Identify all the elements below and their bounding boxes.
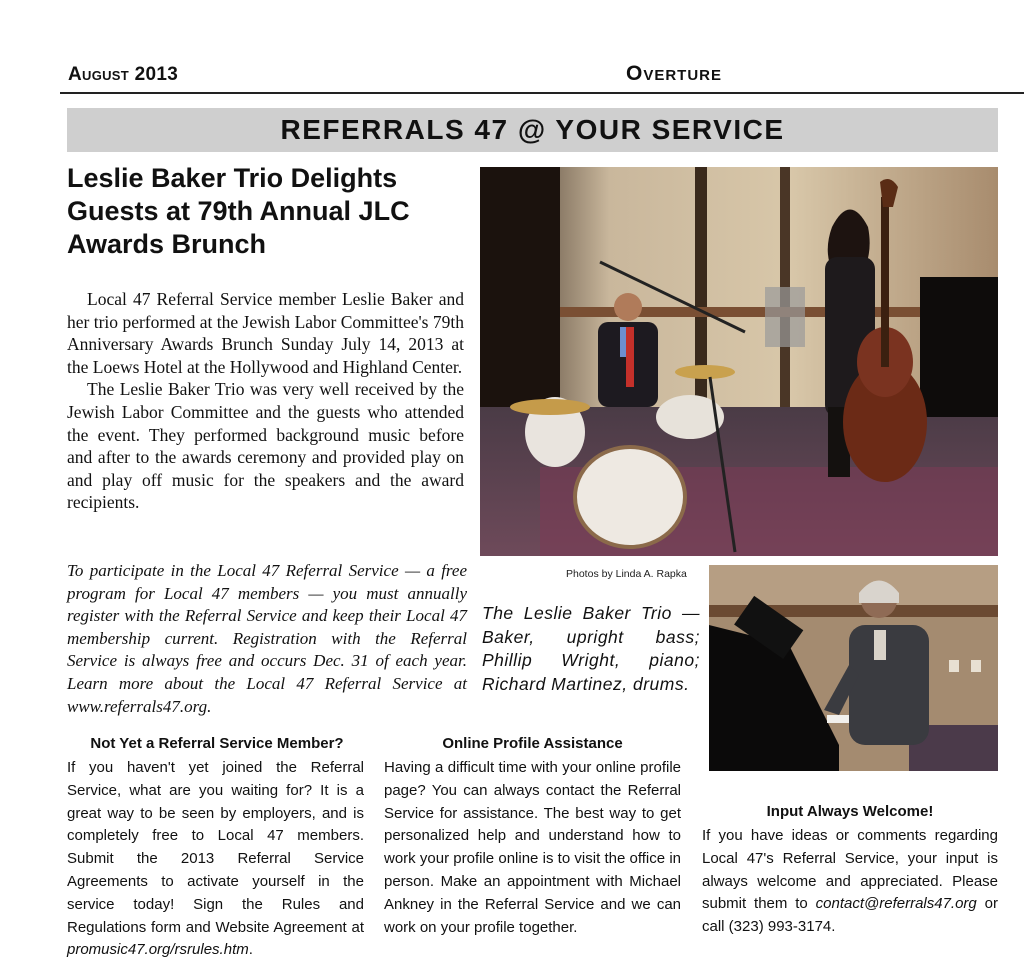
- online-profile-body: Having a difficult time with your online profile page? You can always contact the Referral Service for assistance. The best way to get personalized help and understand how to work your profile online is to visit the office in person. Make an appointment with Michael Ankney in the Referral Service and we can work on your profile together.: [384, 759, 681, 936]
- input-welcome-title: Input Always Welcome!: [766, 803, 934, 820]
- article-paragraph: Local 47 Referral Service member Leslie Baker and her trio performed at the Jewish Labor Committee's 79th Anniversary Awards Brunch Sunday July 14, 2013 at the Loews Hotel at the Hollywood and Highland Center.: [67, 289, 464, 377]
- input-welcome-body: [702, 825, 998, 939]
- not-member-text: If you haven't yet joined the Referral Service, what are you waiting for? It is a great way to be seen by employers, and is completely free to Local 47 members. Submit the 2013 Referral Service Agreements to activate yourself in the service today! Sign the Rules and Regulations form and Website Agreement at: [67, 759, 364, 936]
- input-welcome-end: or call (323) 993-3174.: [702, 895, 998, 936]
- article-paragraph: The Leslie Baker Trio was very well received by the Jewish Labor Committee and the guests who attended the event. They performed background music before and after to the awards ceremony and provided play on and play off music for the speakers and the award recipients.: [67, 379, 464, 513]
- header-rule: [60, 92, 1024, 94]
- not-member-end: .: [248, 941, 253, 959]
- contact-email-link[interactable]: contact@referrals47.org: [815, 895, 977, 913]
- section-banner: [67, 108, 998, 152]
- photo-credit: Photos by Linda A. Rapka: [566, 568, 687, 580]
- issue-date: August 2013: [68, 64, 179, 85]
- article-headline: Leslie Baker Trio Delights Guests at 79th Annual JLC Awards Brunch: [67, 163, 410, 259]
- rules-link[interactable]: promusic47.org/rsrules.htm: [67, 941, 249, 959]
- participation-note: To participate in the Local 47 Referral Service — a free program for Local 47 members — you must annually register with the Referral Service and keep their Local 47 membership current. Registration with the Referral Service is always free and occurs Dec. 31 of each year. Learn more about the Local 47 Referral Service at www.referrals47.org.: [67, 561, 467, 716]
- online-profile-title: Online Profile Assistance: [442, 735, 623, 752]
- article-body: [67, 288, 464, 514]
- pianist-photo: [709, 565, 998, 771]
- trio-photo: [480, 167, 998, 556]
- input-welcome-text: If you have ideas or comments regarding Local 47's Referral Service, your input is always welcome and appreciated. Please submit them to: [702, 827, 998, 913]
- not-member-body: [67, 757, 364, 962]
- publication-name: Overture: [626, 62, 723, 85]
- not-member-title: Not Yet a Referral Service Member?: [90, 735, 344, 752]
- section-title: REFERRALS 47 @ YOUR SERVICE: [280, 114, 785, 145]
- photo-caption: The Leslie Baker Trio — Baker, upright bass; Phillip Wright, piano; Richard Martinez, drums.: [482, 603, 700, 694]
